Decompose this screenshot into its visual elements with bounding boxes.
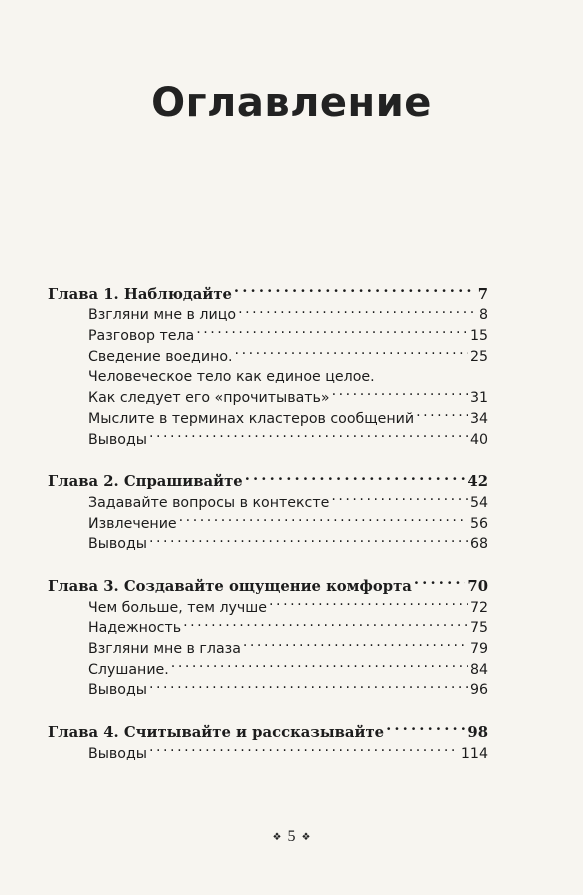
- toc-entry-label: Взгляни мне в лицо: [88, 307, 237, 324]
- toc-entry-label: Сведение воедино.: [88, 348, 233, 365]
- toc-page-number: 8: [478, 307, 488, 324]
- dot-leader: [179, 507, 468, 528]
- toc-chapter-block: [48, 716, 488, 762]
- toc-entry-label: Мыслите в терминах кластеров сообщений: [88, 410, 415, 427]
- toc-page-number: 15: [469, 328, 488, 345]
- dot-leader: [149, 737, 459, 758]
- toc-chapter-block: [48, 278, 488, 448]
- toc-entry-label: Извлечение: [88, 515, 177, 532]
- toc-page-number: 72: [469, 599, 488, 616]
- toc-page-number: 98: [467, 724, 488, 742]
- toc-page-number: 70: [467, 577, 488, 595]
- dot-leader: [149, 674, 468, 695]
- dot-leader: [269, 591, 468, 612]
- toc-entry-label: Выводы: [88, 536, 147, 553]
- toc-chapter-entry: [48, 278, 488, 303]
- dot-leader: [235, 340, 468, 361]
- toc-page-number: 7: [477, 285, 488, 303]
- dot-leader: [183, 612, 468, 633]
- toc-entry-label: Слушание.: [88, 661, 169, 678]
- dot-leader: [331, 486, 468, 507]
- ornament-icon: ❖: [272, 831, 282, 843]
- toc-entry-label: Глава 1. Наблюдайте: [48, 285, 232, 303]
- page-number: 5: [287, 828, 296, 845]
- dot-leader: [416, 402, 468, 423]
- toc-entry-label: Глава 3. Создавайте ощущение комфорта: [48, 577, 412, 595]
- toc-entry-label: Задавайте вопросы в контексте: [88, 494, 330, 511]
- toc-page-number: 114: [460, 745, 488, 762]
- dot-leader: [245, 466, 466, 487]
- toc-page-number: 31: [469, 390, 488, 407]
- toc-page-number: 34: [469, 410, 488, 427]
- toc-chapter-block: [48, 570, 488, 699]
- toc-page-number: 54: [469, 494, 488, 511]
- toc-chapter-block: [48, 466, 488, 553]
- dot-leader: [386, 716, 465, 737]
- toc-page-number: 79: [469, 641, 488, 657]
- toc-page-number: 56: [469, 515, 488, 532]
- dot-leader: [149, 528, 468, 549]
- ornament-icon: ❖: [301, 831, 311, 843]
- dot-leader: [332, 381, 468, 402]
- page-title: Оглавление: [151, 80, 432, 126]
- toc-chapter-entry: [48, 716, 488, 742]
- toc-page-number: 40: [469, 431, 488, 448]
- toc-page-number: 84: [469, 661, 488, 678]
- dot-leader: [149, 423, 468, 444]
- toc-chapter-entry: [48, 570, 488, 595]
- toc-entry-label: Выводы: [88, 682, 147, 699]
- toc-page-number: 68: [469, 536, 488, 553]
- toc-page-number: 25: [469, 348, 488, 365]
- toc-entry-label: Человеческое тело как единое целое.: [88, 369, 375, 386]
- toc-chapter-entry: [48, 466, 488, 491]
- toc-entry-label: Выводы: [88, 745, 147, 762]
- dot-leader: [238, 299, 477, 320]
- toc-entry-label: Разговор тела: [88, 328, 195, 345]
- toc-page-number: 96: [469, 682, 488, 699]
- dot-leader: [234, 278, 476, 299]
- toc-entry-label: Выводы: [88, 431, 147, 448]
- dot-leader: [171, 653, 468, 674]
- toc-page-number: 42: [467, 473, 488, 491]
- toc-entry-label: Глава 4. Считывайте и рассказывайте: [48, 724, 385, 742]
- toc-entry-label: Глава 2. Спрашивайте: [48, 473, 243, 491]
- toc-entry-label: Взгляни мне в глаза: [88, 641, 241, 657]
- toc-entry-label: Чем больше, тем лучше: [88, 599, 268, 616]
- table-of-contents: [48, 278, 488, 780]
- page-folio: [0, 828, 583, 846]
- dot-leader: [414, 570, 466, 591]
- toc-page-number: 75: [469, 620, 488, 637]
- toc-entry-label: Надежность: [88, 620, 182, 637]
- toc-entry-label: Как следует его «прочитывать»: [88, 390, 330, 407]
- dot-leader: [196, 319, 468, 340]
- dot-leader: [243, 632, 468, 653]
